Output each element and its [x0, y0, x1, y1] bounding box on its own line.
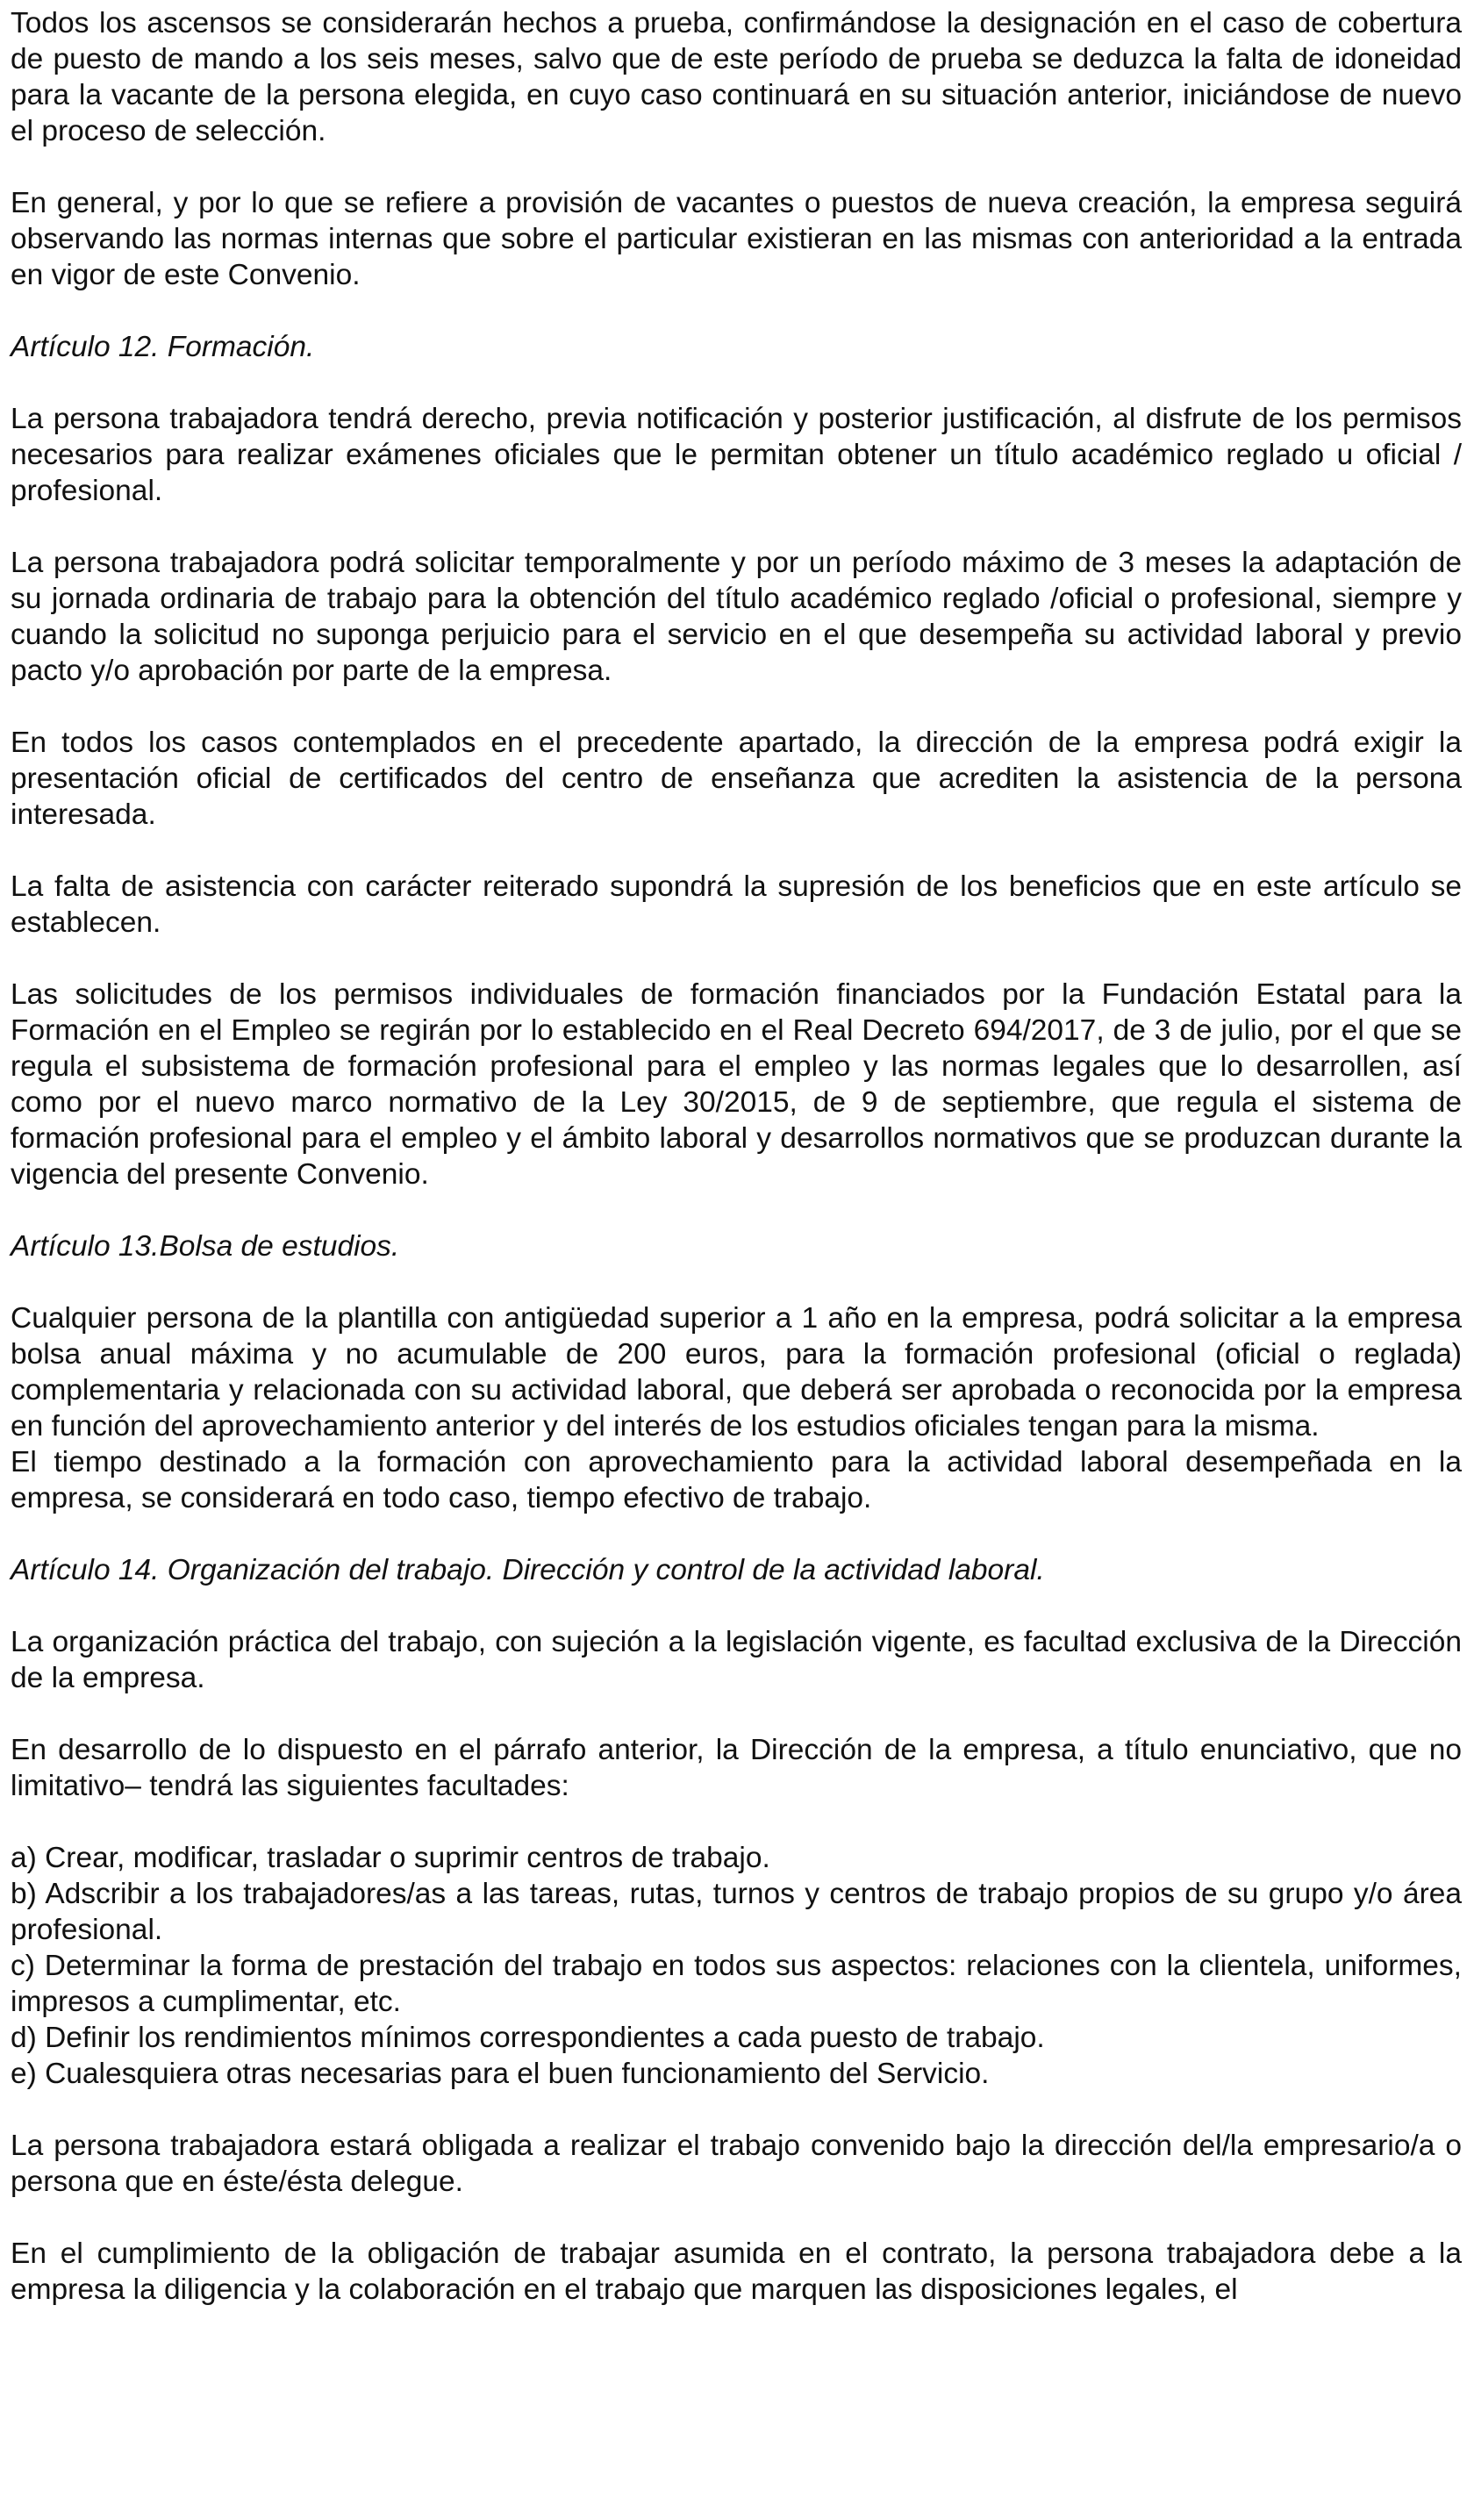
paragraph-cumplimiento-obligacion: En el cumplimiento de la obligación de trabajar asumida en el contrato, la persona trabajadora debe a la empresa la diligencia y la colaboración en el trabajo que marquen las disposiciones legales, el	[11, 2237, 1462, 2306]
list-item: e) Cualesquiera otras necesarias para el buen funcionamiento del Servicio.	[11, 2058, 990, 2090]
paragraph-provision-vacantes: En general, y por lo que se refiere a provisión de vacantes o puestos de nueva creación, la empresa seguirá observando las normas internas que sobre el particular existieran en las mismas con anterioridad a la entrada en vigor de este Convenio.	[11, 187, 1462, 291]
list-item: d) Definir los rendimientos mínimos correspondientes a cada puesto de trabajo.	[11, 2022, 1045, 2054]
heading-articulo-12: Artículo 12. Formación.	[11, 331, 315, 363]
paragraph-permisos-individuales: Las solicitudes de los permisos individuales de formación financiados por la Fundación Estatal para la Formación en el Empleo se regirán por lo establecido en el Real Decreto 694/2017, de 3 de julio, por el que se regula el subsistema de formación profesional para el empleo y las normas legales que lo desarrollen, así como por el nuevo marco normativo de la Ley 30/2015, de 9 de septiembre, que regula el sistema de formación profesional para el empleo y el ámbito laboral y desarrollos normativos que se produzcan durante la vigencia del presente Convenio.	[11, 978, 1462, 1191]
paragraph-bolsa-anual: Cualquier persona de la plantilla con antigüedad superior a 1 año en la empresa, podrá solicitar a la empresa bolsa anual máxima y no acumulable de 200 euros, para la formación profesional (oficial o reglada) complementaria y relacionada con su actividad laboral, que deberá ser aprobada o reconocida por la empresa en función del aprovechamiento anterior y del interés de los estudios oficiales tengan para la misma.	[11, 1302, 1462, 1443]
paragraph-organizacion-practica: La organización práctica del trabajo, con sujeción a la legislación vigente, es facultad exclusiva de la Dirección de la empresa.	[11, 1626, 1462, 1694]
facultades-list	[11, 1840, 1462, 2092]
list-item: a) Crear, modificar, trasladar o suprimir centros de trabajo.	[11, 1842, 770, 1874]
paragraph-certificados: En todos los casos contemplados en el precedente apartado, la dirección de la empresa podrá exigir la presentación oficial de certificados del centro de enseñanza que acrediten la asistencia de la persona interesada.	[11, 727, 1462, 831]
paragraph-ascensos: Todos los ascensos se considerarán hechos a prueba, confirmándose la designación en el caso de cobertura de puesto de mando a los seis meses, salvo que de este período de prueba se deduzca la falta de idoneidad para la vacante de la persona elegida, en cuyo caso continuará en su situación anterior, iniciándose de nuevo el proceso de selección.	[11, 7, 1462, 147]
heading-articulo-13: Artículo 13.Bolsa de estudios.	[11, 1230, 400, 1263]
list-item: b) Adscribir a los trabajadores/as a las tareas, rutas, turnos y centros de trabajo propios de su grupo y/o área profesional.	[11, 1878, 1462, 1946]
list-item: c) Determinar la forma de prestación del trabajo en todos sus aspectos: relaciones con la clientela, uniformes, impresos a cumplimentar, etc.	[11, 1950, 1462, 2018]
paragraph-derecho-examenes: La persona trabajadora tendrá derecho, previa notificación y posterior justificación, al disfrute de los permisos necesarios para realizar exámenes oficiales que le permitan obtener un título académico reglado u oficial / profesional.	[11, 403, 1462, 507]
paragraph-tiempo-formacion: El tiempo destinado a la formación con aprovechamiento para la actividad laboral desempeñada en la empresa, se considerará en todo caso, tiempo efectivo de trabajo.	[11, 1446, 1462, 1514]
paragraph-falta-asistencia: La falta de asistencia con carácter reiterado supondrá la supresión de los beneficios que en este artículo se establecen.	[11, 870, 1462, 939]
paragraph-adaptacion-jornada: La persona trabajadora podrá solicitar temporalmente y por un período máximo de 3 meses la adaptación de su jornada ordinaria de trabajo para la obtención del título académico reglado /oficial o profesional, siempre y cuando la solicitud no suponga perjuicio para el servicio en el que desempeña su actividad laboral y previo pacto y/o aprobación por parte de la empresa.	[11, 547, 1462, 687]
paragraph-obligacion-trabajo: La persona trabajadora estará obligada a realizar el trabajo convenido bajo la dirección del/la empresario/a o persona que en éste/ésta delegue.	[11, 2130, 1462, 2198]
heading-articulo-14: Artículo 14. Organización del trabajo. Dirección y control de la actividad laboral.	[11, 1554, 1045, 1586]
paragraph-facultades-intro: En desarrollo de lo dispuesto en el párrafo anterior, la Dirección de la empresa, a título enunciativo, que no limitativo– tendrá las siguientes facultades:	[11, 1734, 1462, 1802]
